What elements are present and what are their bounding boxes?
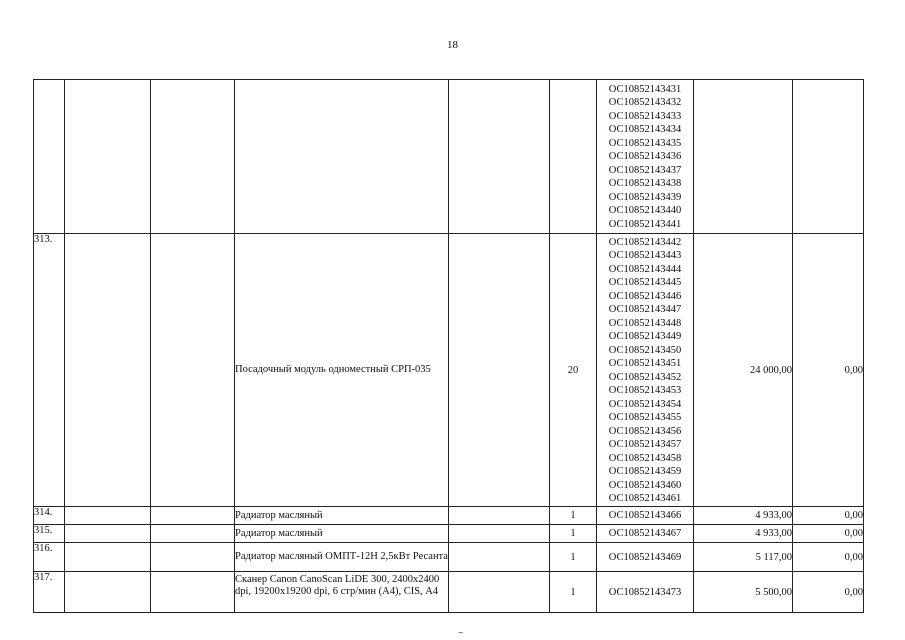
- inventory-numbers-cell: [597, 572, 694, 613]
- item-name: Радиатор масляный: [235, 507, 449, 525]
- inventory-number: ОС10852143438: [608, 178, 682, 190]
- inventory-number: ОС10852143454: [608, 398, 682, 410]
- inventory-numbers-cell: [597, 507, 694, 525]
- inventory-number: ОС10852143440: [608, 205, 682, 217]
- inventory-number: ОС10852143434: [608, 124, 682, 136]
- quantity: 20: [550, 234, 597, 507]
- inventory-number: ОС10852143448: [608, 317, 682, 329]
- table-row: [34, 543, 864, 572]
- inventory-number: ОС10852143435: [608, 137, 682, 149]
- inventory-number: ОС10852143443: [608, 250, 682, 261]
- price: 24 000,00: [694, 234, 793, 507]
- inventory-number: ОС10852143441: [608, 218, 682, 230]
- inventory-numbers-cell: [597, 525, 694, 543]
- row-number: 316.: [34, 543, 65, 572]
- price: 5 117,00: [694, 543, 793, 572]
- quantity: 1: [550, 507, 597, 525]
- inventory-number: ОС10852143453: [608, 385, 682, 396]
- table-row: [34, 507, 864, 525]
- inventory-number: ОС10852143467: [608, 528, 682, 540]
- row-number: 314.: [34, 507, 65, 525]
- inventory-number: ОС10852143444: [608, 263, 682, 275]
- inventory-number: ОС10852143439: [608, 191, 682, 203]
- inventory-number: ОС10852143449: [608, 331, 682, 342]
- table-row: [34, 234, 864, 507]
- inventory-number: ОС10852143459: [608, 466, 682, 477]
- page-number: 18: [447, 39, 458, 51]
- table-row: [34, 572, 864, 613]
- scan-artifact: [458, 632, 463, 636]
- table-row: [34, 525, 864, 543]
- row-number: 315.: [34, 525, 65, 543]
- table-row-continuation: [34, 80, 864, 234]
- item-name: Сканер Canon CanoScan LiDE 300, 2400x2400 dpi, 19200x19200 dpi, 6 стр/мин (А4), CIS, А4: [235, 572, 449, 613]
- residual-value: 0,00: [793, 234, 864, 507]
- inventory-number: ОС10852143446: [608, 290, 682, 302]
- price: 4 933,00: [694, 525, 793, 543]
- residual-value: 0,00: [793, 507, 864, 525]
- quantity: 1: [550, 525, 597, 543]
- inventory-number: ОС10852143447: [608, 304, 682, 315]
- inventory-number: ОС10852143460: [608, 479, 682, 491]
- inventory-number: ОС10852143431: [608, 83, 682, 95]
- inventory-number: ОС10852143452: [608, 371, 682, 383]
- inventory-number: ОС10852143458: [608, 452, 682, 464]
- inventory-number: ОС10852143461: [608, 493, 682, 504]
- inventory-number: ОС10852143433: [608, 110, 682, 122]
- inventory-number: ОС10852143437: [608, 164, 682, 176]
- item-name: Радиатор масляный: [235, 525, 449, 543]
- inventory-number: ОС10852143442: [608, 236, 682, 248]
- asset-table: [33, 79, 864, 613]
- price: 5 500,00: [694, 572, 793, 613]
- inventory-number: ОС10852143469: [608, 551, 682, 563]
- inventory-numbers-cell: [597, 234, 694, 507]
- inventory-number: ОС10852143445: [608, 277, 682, 288]
- inventory-number: ОС10852143455: [608, 412, 682, 423]
- row-number: 313.: [34, 234, 65, 507]
- quantity: 1: [550, 543, 597, 572]
- inventory-number: ОС10852143451: [608, 358, 682, 369]
- row-number: 317.: [34, 572, 65, 613]
- price: 4 933,00: [694, 507, 793, 525]
- inventory-number: ОС10852143457: [608, 439, 682, 450]
- item-name: Посадочный модуль одноместный СРП-035: [235, 234, 449, 507]
- inventory-number: ОС10852143432: [608, 97, 682, 109]
- inventory-number: ОС10852143436: [608, 151, 682, 163]
- item-name: Радиатор масляный ОМПТ-12Н 2,5кВт Ресанта: [235, 543, 449, 572]
- quantity: 1: [550, 572, 597, 613]
- residual-value: 0,00: [793, 543, 864, 572]
- inventory-numbers-cell: [597, 543, 694, 572]
- inventory-numbers-cell: [597, 80, 694, 234]
- residual-value: 0,00: [793, 572, 864, 613]
- inventory-number: ОС10852143456: [608, 425, 682, 437]
- inventory-number: ОС10852143473: [608, 586, 682, 598]
- residual-value: 0,00: [793, 525, 864, 543]
- inventory-number: ОС10852143466: [608, 510, 682, 522]
- inventory-number: ОС10852143450: [608, 344, 682, 356]
